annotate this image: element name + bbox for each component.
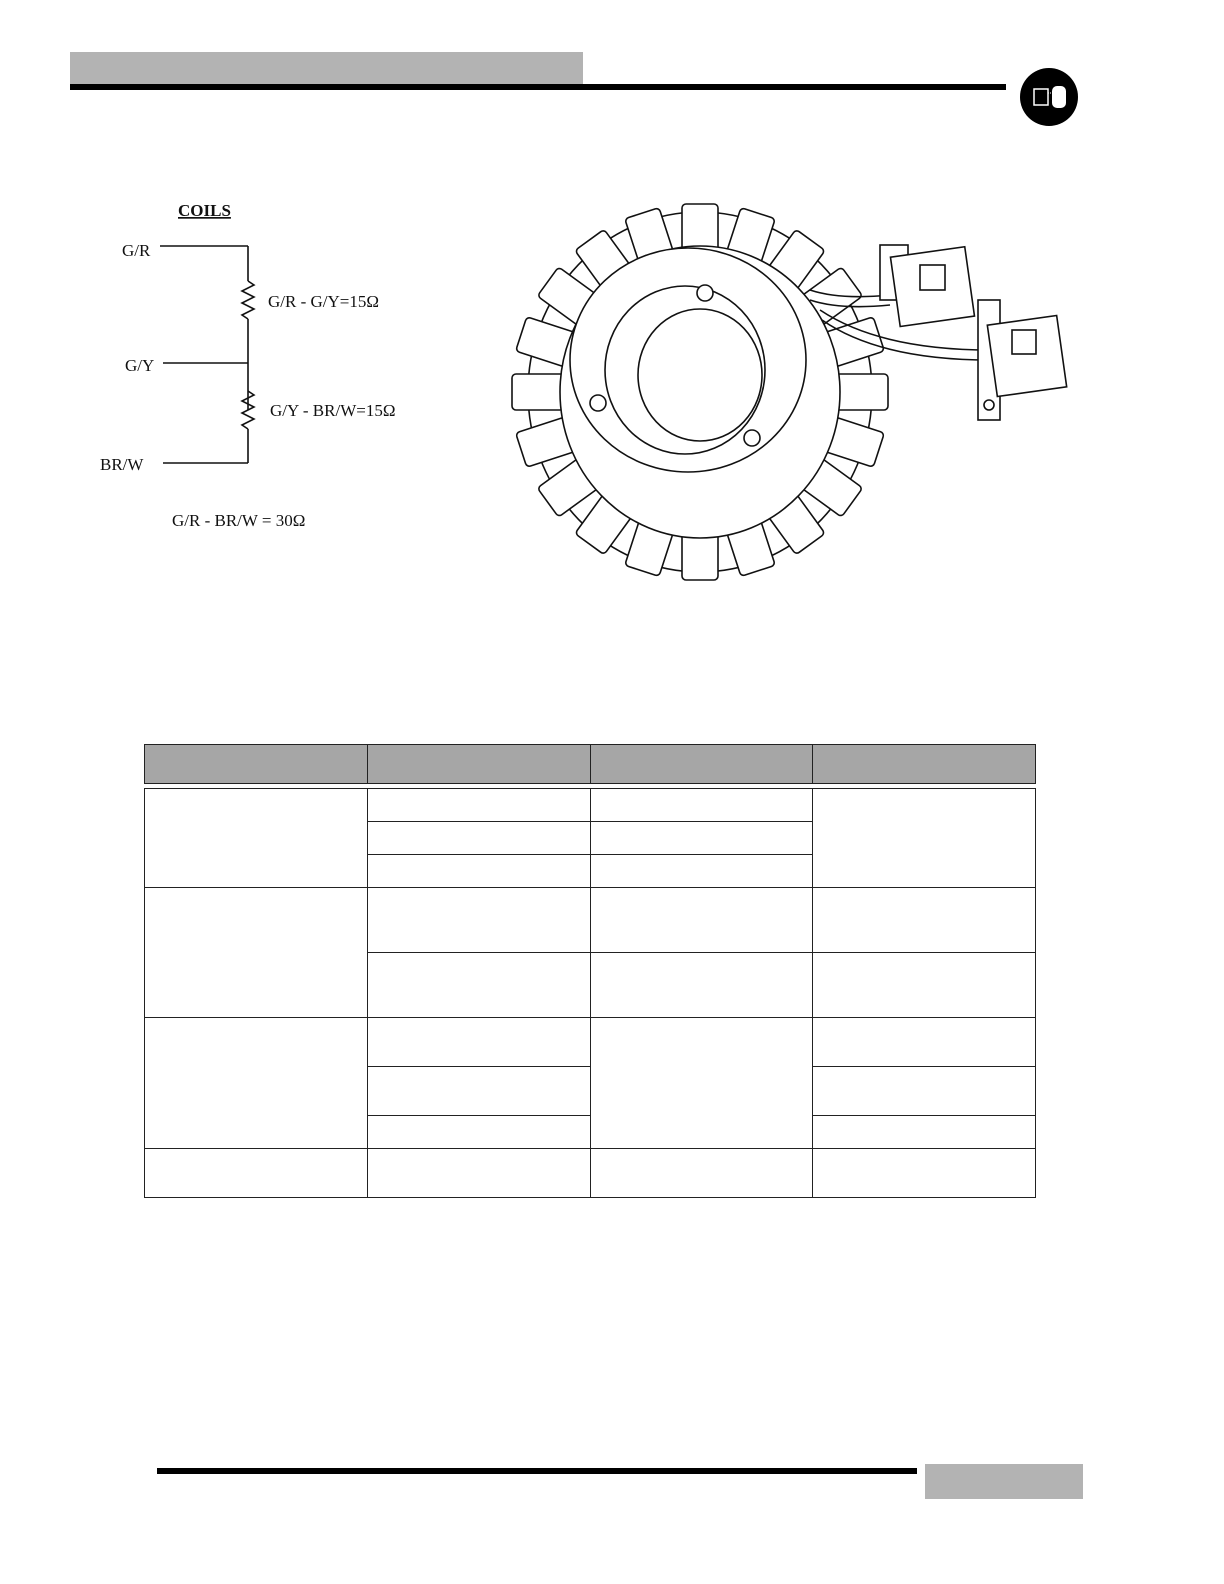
coil-lower-resistance: G/Y - BR/W=15Ω — [270, 401, 396, 420]
wire-label-bottom: BR/W — [100, 455, 144, 474]
stator-illustration — [500, 200, 1090, 585]
total-resistance: G/R - BR/W = 30Ω — [172, 511, 306, 530]
table-cell — [813, 789, 1036, 888]
header-cell — [368, 745, 591, 784]
table-cell — [368, 1149, 591, 1198]
table-cell — [368, 953, 591, 1018]
connector-lower — [978, 300, 1067, 420]
header-band — [70, 52, 583, 84]
coils-diagram — [95, 195, 445, 540]
table-cell — [813, 953, 1036, 1018]
mount-hole — [590, 395, 606, 411]
table-cell — [591, 1018, 813, 1149]
table-cell — [813, 1116, 1036, 1149]
table-cell — [368, 789, 591, 822]
coil-upper-resistance: G/R - G/Y=15Ω — [268, 292, 379, 311]
table-cell — [813, 1067, 1036, 1116]
header-rule — [70, 84, 1006, 90]
table-cell — [368, 855, 591, 888]
table-cell — [368, 1067, 591, 1116]
mount-hole — [744, 430, 760, 446]
header-cell — [145, 745, 368, 784]
battery-icon — [1033, 84, 1067, 110]
table-cell — [368, 888, 591, 953]
spec-table — [144, 744, 1036, 1198]
table-cell — [368, 1018, 591, 1067]
connector-upper — [880, 245, 974, 327]
table-cell — [368, 1116, 591, 1149]
table-row — [145, 888, 1036, 953]
table-row — [145, 1018, 1036, 1067]
header-cell — [591, 745, 813, 784]
wire-label-mid: G/Y — [125, 356, 155, 375]
table-row — [145, 1149, 1036, 1198]
table-cell — [591, 855, 813, 888]
table-cell — [591, 888, 813, 953]
table-cell — [145, 1149, 368, 1198]
mount-hole — [697, 285, 713, 301]
table-cell — [591, 822, 813, 855]
table-cell — [591, 953, 813, 1018]
coils-title: COILS — [178, 201, 231, 220]
footer-rule — [157, 1468, 917, 1474]
table-cell — [813, 1149, 1036, 1198]
table-cell — [145, 1018, 368, 1149]
table-cell — [813, 888, 1036, 953]
table-cell — [145, 789, 368, 888]
resistor-upper — [242, 281, 254, 319]
table-cell — [591, 789, 813, 822]
coil-wiring — [160, 246, 254, 463]
table-cell — [145, 888, 368, 1018]
footer-band — [925, 1464, 1083, 1499]
header-cell — [813, 745, 1036, 784]
table-cell — [813, 1018, 1036, 1067]
table-cell — [591, 1149, 813, 1198]
wire-label-top: G/R — [122, 241, 151, 260]
section-badge — [1020, 68, 1078, 126]
table-cell — [368, 822, 591, 855]
table-row — [145, 789, 1036, 822]
table-header-row — [145, 745, 1036, 784]
